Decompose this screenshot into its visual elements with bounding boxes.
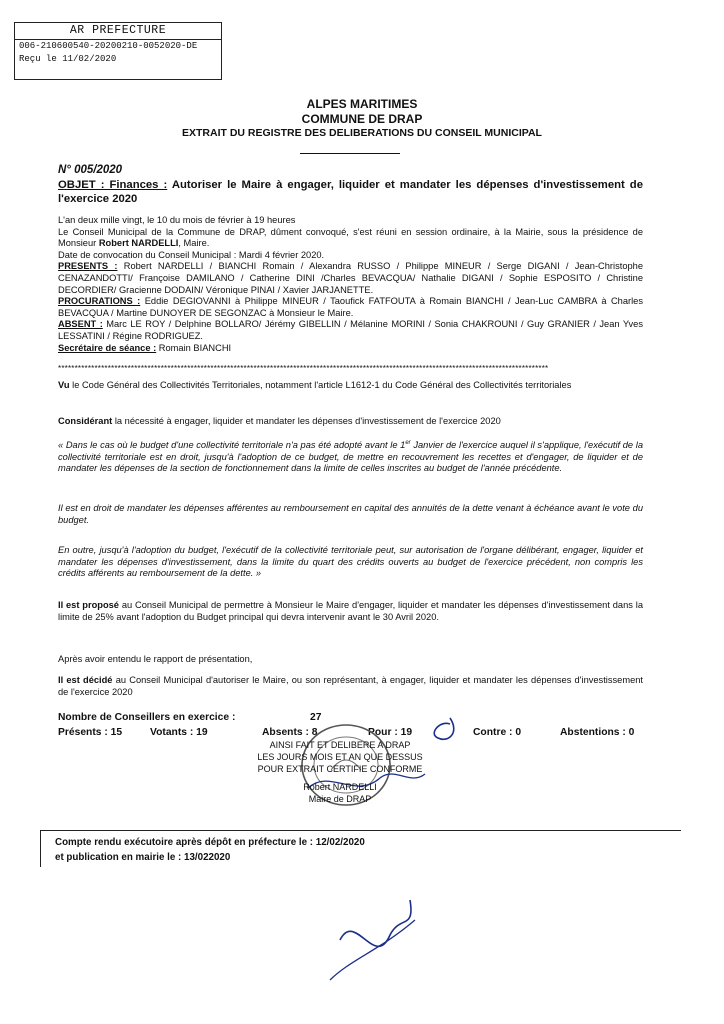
proposal-text: au Conseil Municipal de permettre à Monsieur le Maire d'engager, liquider et mandater les dépenses d'investissement dans la limite de 25% avant l'adoption du Budget principal qui devra intervenir avant le 30 Avril 2020.: [58, 600, 643, 622]
prefecture-deposit-date: Compte rendu exécutoire après dépôt en préfecture le : 12/02/2020: [55, 837, 365, 848]
secretary: [58, 343, 643, 355]
citation-paragraph-3: En outre, jusqu'à l'adoption du budget, l'exécutif de la collectivité territoriale peut, sur autorisation de l'organe délibérant, engager, liquider et mandater les dépenses d'investissement, dans la limite du quart des crédits ouverts au budget de l'exercice précédent, non compris les crédits afférents au remboursement de la dette. »: [58, 545, 643, 579]
secretary-label: Secrétaire de séance :: [58, 342, 157, 353]
presents-list: [58, 261, 643, 296]
vote-pour: Pour : 19: [368, 727, 413, 738]
convocation-text: Le Conseil Municipal de la Commune de DRAP, dûment convoqué, s'est réuni en session ordinaire, à la Mairie, sous la présidence de Monsieur: [58, 226, 643, 249]
vu-label: Vu: [58, 380, 70, 390]
decision-paragraph: [58, 675, 643, 698]
citation-1-text-end: Janvier de l'exercice auquel il s'applique, l'exécutif de la collectivité territoriale est en droit, jusqu'à l'adoption de ce budget, de mettre en recouvrement les recettes et d'engager, de liquider et de mandater les dépenses de la section de fonctionnement dans la limite de celles inscrites au budget de l'année précédente.: [58, 440, 643, 474]
session-date: L'an deux mille vingt, le 10 du mois de février à 19 heures: [58, 215, 296, 225]
stamp-title: AR PREFECTURE: [15, 23, 221, 40]
absent-names: Marc LE ROY / Delphine BOLLARO/ Jérémy GIBELLIN / Mélanine MORINI / Sonia CHAKROUNI / Guy GRANIER / Jean Yves LESSATINI / Régine RODRIGUEZ.: [58, 319, 643, 341]
considerant-paragraph: [58, 416, 643, 428]
decision-text: au Conseil Municipal d'autoriser le Maire, ou son représentant, à engager, liquider et mandater les dépenses d'investissement de l'exercice 2020: [58, 675, 643, 697]
proposal-paragraph: [58, 600, 643, 623]
session-block: [58, 215, 643, 354]
procurations-list: [58, 296, 643, 319]
councillors-in-office-label: Nombre de Conseillers en exercice :: [58, 712, 236, 723]
commune-title: COMMUNE DE DRAP: [301, 112, 423, 126]
citation-paragraph-2: Il est en droit de mandater les dépenses afférentes au remboursement en capital des annuités de la dette venant à échéance avant le vote du budget.: [58, 503, 643, 525]
bottom-signature-mark: [320, 880, 430, 990]
vu-paragraph: [58, 380, 643, 392]
decision-label: Il est décidé: [58, 675, 113, 685]
mayor-name: Robert NARDELLI: [303, 782, 377, 792]
procurations-label: PROCURATIONS :: [58, 296, 141, 307]
deliberation-number: N° 005/2020: [58, 164, 123, 176]
vote-abstentions: Abstentions : 0: [560, 727, 635, 738]
report-paragraph: Après avoir entendu le rapport de présentation,: [58, 654, 253, 664]
stamp-received-date: Reçu le 11/02/2020: [19, 54, 117, 64]
absent-list: [58, 319, 643, 342]
presents-label: PRESENTS :: [58, 261, 118, 272]
vote-absents: Absents : 8: [262, 727, 318, 738]
convocation-end: , Maire.: [178, 238, 210, 249]
mayor-title: Maire de DRAP: [308, 794, 372, 804]
vote-presents: Présents : 15: [58, 727, 123, 738]
citation-1-superscript: er: [405, 440, 411, 446]
stamp-reference: 006-210600540-20200210-0052020-DE: [19, 41, 198, 51]
session-convocation: [58, 227, 643, 250]
signature-line-2: LES JOURS MOIS ET AN QUE DESSUS: [257, 752, 423, 762]
vote-contre: Contre : 0: [473, 727, 522, 738]
secretary-name: Romain BIANCHI: [156, 342, 232, 353]
register-subtitle: EXTRAIT DU REGISTRE DES DELIBERATIONS DU CONSEIL MUNICIPAL: [182, 127, 542, 139]
presents-names: Robert NARDELLI / BIANCHI Romain / Alexandra RUSSO / Philippe MINEUR / Serge DIGANI / Jean-Christophe CENAZANDOTTI/ Françoise DAMILANO / Catherine DINI /Charles BEVACQUA/ Nathalie DIGANI / Sophie ESPOSITO / Christine DECORDIER/ Gracienne DODAIN/ Véronique PINAI / Xavier JARJANETTE.: [58, 261, 643, 295]
vote-votants: Votants : 19: [150, 727, 208, 738]
prefecture-stamp: [14, 22, 222, 80]
considerant-text: la nécessité à engager, liquider et mandater les dépenses d'investissement de l'exercice 2020: [112, 416, 501, 426]
citation-paragraph-1: [58, 438, 643, 475]
considerant-label: Considérant: [58, 416, 113, 426]
convocation-date: Date de convocation du Conseil Municipal : Mardi 4 février 2020.: [58, 249, 325, 260]
mairie-publication-date: et publication en mairie le : 13/022020: [55, 852, 231, 863]
procurations-names: Eddie DEGIOVANNI à Philippe MINEUR / Taoufick FATFOUTA à Romain BIANCHI / Jean-Luc CAMBRA à Charles BEVACQUA / Martine DUNOYER DE SEGONZAC à Monsieur le Maire.: [58, 296, 643, 318]
signature-line-1: AINSI FAIT ET DELIBERE A DRAP: [269, 740, 411, 750]
proposal-label: Il est proposé: [58, 600, 119, 610]
citation-1-text: « Dans le cas où le budget d'une collectivité territoriale n'a pas été adopté avant le 1: [58, 440, 406, 451]
header-divider: [300, 153, 400, 154]
executory-notice-box: [40, 830, 681, 867]
absent-label: ABSENT :: [58, 319, 103, 330]
president-name: Robert NARDELLI: [98, 238, 179, 249]
region-title: ALPES MARITIMES: [306, 97, 418, 111]
deliberation-subject: [58, 178, 643, 206]
vu-text: le Code Général des Collectivités Territoriales, notamment l'article L1612-1 du Code Général des Collectivités territoriales: [69, 380, 572, 390]
subject-text: Autoriser le Maire à engager, liquider et mandater les dépenses d'investissement de l'exercice 2020: [58, 179, 643, 205]
signature-line-3: POUR EXTRAIT CERTIFIE CONFORME: [257, 764, 423, 774]
separator-stars: ****************************************************************************************************************************************************: [58, 364, 549, 373]
subject-label: OBJET : Finances :: [58, 179, 168, 191]
councillors-in-office-count: 27: [310, 712, 322, 723]
